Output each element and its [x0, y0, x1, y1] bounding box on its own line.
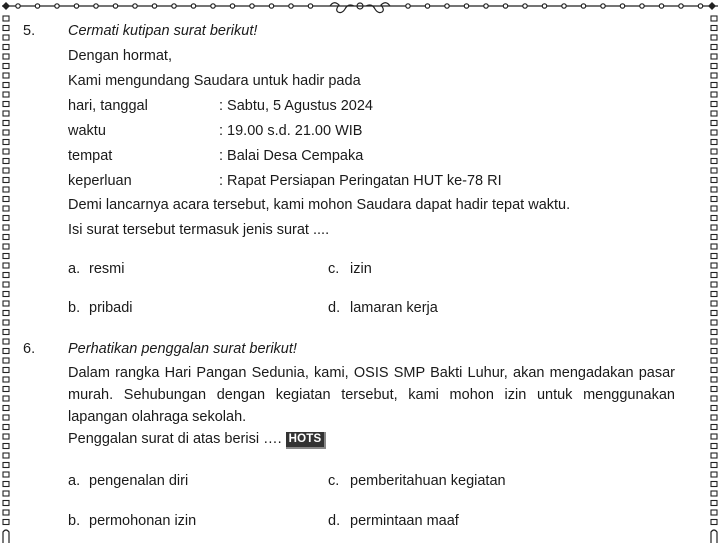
question-5-number: 5. — [23, 23, 36, 39]
letter-intro: Kami mengundang Saudara untuk hadir pada — [68, 73, 361, 89]
option-c[interactable]: izin — [350, 261, 372, 277]
question-5-instruction: Cermati kutipan surat berikut! — [68, 23, 258, 39]
detail-label: tempat — [68, 148, 113, 164]
letter-greeting: Dengan hormat, — [68, 48, 172, 64]
option-b[interactable]: permohonan izin — [89, 513, 197, 529]
question-6-number: 6. — [23, 341, 36, 357]
option-letter: d. — [328, 513, 341, 529]
option-c[interactable]: pemberitahuan kegiatan — [350, 473, 506, 489]
letter-closing: Demi lancarnya acara tersebut, kami mohon Saudara dapat hadir tepat waktu. — [68, 197, 571, 213]
option-letter: b. — [68, 300, 81, 316]
detail-value: : Balai Desa Cempaka — [219, 148, 364, 164]
option-letter: b. — [68, 513, 81, 529]
option-letter: c. — [328, 261, 340, 277]
option-a[interactable]: pengenalan diri — [89, 473, 189, 489]
option-letter: c. — [328, 473, 340, 489]
letter-excerpt: Dalam rangka Hari Pangan Sedunia, kami, OSIS SMP Bakti Luhur, akan mengadakan pasar murah. Sehubungan dengan kegiatan tersebut, kami mohon izin untuk menggunakan lapangan olahraga sekolah. — [68, 365, 675, 425]
detail-label: keperluan — [68, 173, 132, 189]
option-letter: d. — [328, 300, 341, 316]
option-d[interactable]: permintaan maaf — [350, 513, 459, 529]
question-6-text: Penggalan surat di atas berisi …. — [68, 431, 282, 447]
question-5-text: Isi surat tersebut termasuk jenis surat .... — [68, 222, 330, 238]
option-letter: a. — [68, 261, 81, 277]
detail-value: : Sabtu, 5 Agustus 2024 — [219, 98, 373, 114]
detail-value: : 19.00 s.d. 21.00 WIB — [219, 123, 363, 139]
detail-value: : Rapat Persiapan Peringatan HUT ke-78 RI — [219, 173, 502, 189]
detail-label: waktu — [68, 123, 106, 139]
option-a[interactable]: resmi — [89, 261, 125, 277]
question-6-line — [68, 430, 326, 449]
detail-label: hari, tanggal — [68, 98, 148, 114]
option-d[interactable]: lamaran kerja — [350, 300, 438, 316]
question-6-instruction: Perhatikan penggalan surat berikut! — [68, 341, 297, 357]
option-letter: a. — [68, 473, 81, 489]
hots-badge: HOTS — [286, 432, 327, 449]
option-b[interactable]: pribadi — [89, 300, 133, 316]
